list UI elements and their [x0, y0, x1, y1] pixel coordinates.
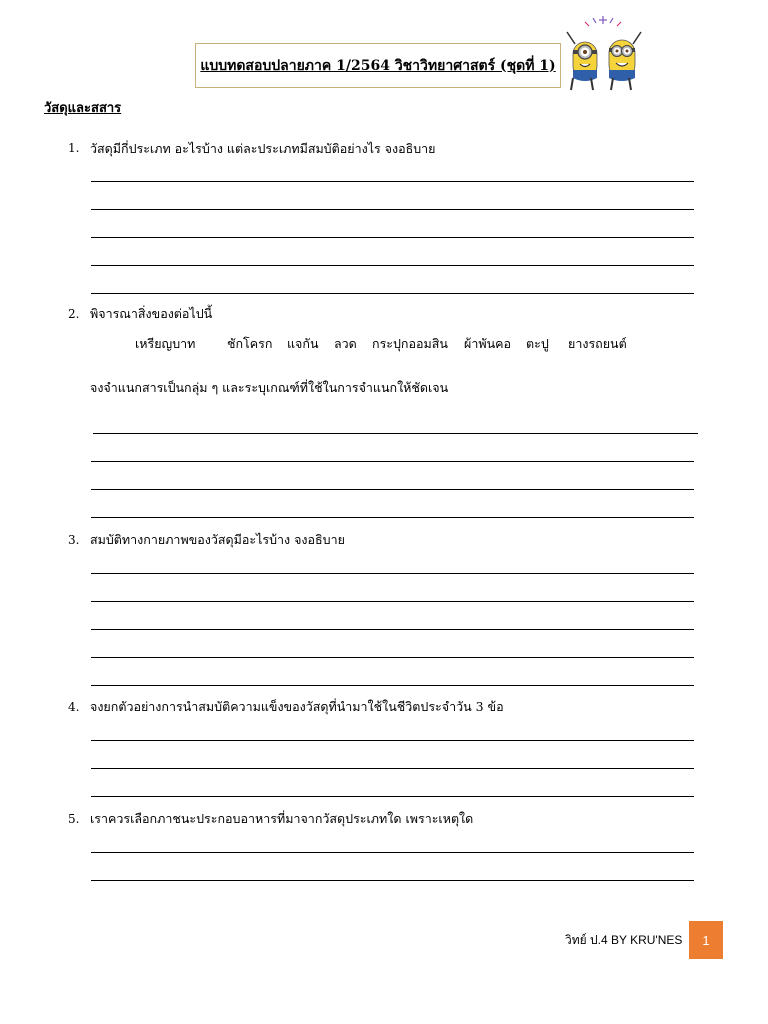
title-box	[195, 43, 561, 88]
item: ตะปู	[526, 336, 549, 351]
page-title: แบบทดสอบปลายภาค 1/2564 วิชาวิทยาศาสตร์ (ชุดที่ 1)	[200, 57, 556, 74]
answer-line[interactable]	[91, 573, 694, 574]
question-3-text: สมบัติทางกายภาพของวัสดุมีอะไรบ้าง จงอธิบาย	[90, 532, 345, 547]
question-4-number: 4.	[68, 700, 80, 714]
question-1-number: 1.	[68, 141, 80, 155]
answer-line[interactable]	[91, 293, 694, 294]
answer-line[interactable]	[91, 796, 694, 797]
answer-line[interactable]	[91, 181, 694, 182]
answer-line[interactable]	[91, 629, 694, 630]
question-2-number: 2.	[68, 307, 80, 321]
question-1-text: วัสดุมีกี่ประเภท อะไรบ้าง แต่ละประเภทมีสมบัติอย่างไร จงอธิบาย	[90, 141, 436, 156]
item: ยางรถยนต์	[568, 336, 627, 351]
question-5-text: เราควรเลือกภาชนะประกอบอาหารที่มาจากวัสดุประเภทใด เพราะเหตุใด	[90, 811, 474, 826]
section-heading: วัสดุและสสาร	[44, 101, 122, 116]
minion-mascots-icon	[563, 14, 645, 94]
item: ชักโครก	[227, 336, 273, 351]
item: ผ้าพันคอ	[464, 336, 511, 351]
item: เหรียญบาท	[135, 336, 196, 351]
answer-line[interactable]	[91, 489, 694, 490]
answer-line[interactable]	[91, 237, 694, 238]
answer-line[interactable]	[91, 740, 694, 741]
answer-line[interactable]	[91, 265, 694, 266]
item: แจกัน	[287, 336, 319, 351]
answer-line[interactable]	[91, 685, 694, 686]
answer-line[interactable]	[91, 852, 694, 853]
item-list	[135, 334, 655, 354]
page-number-badge: 1	[689, 921, 723, 959]
answer-line[interactable]	[91, 880, 694, 881]
question-3-number: 3.	[68, 533, 80, 547]
item: กระปุกออมสิน	[372, 336, 448, 351]
answer-line[interactable]	[91, 517, 694, 518]
answer-line[interactable]	[91, 657, 694, 658]
answer-line[interactable]	[91, 768, 694, 769]
question-2-text: พิจารณาสิ่งของต่อไปนี้	[90, 306, 213, 321]
question-2-instruction: จงจำแนกสารเป็นกลุ่ม ๆ และระบุเกณฑ์ที่ใช้ในการจำแนกให้ชัดเจน	[90, 380, 449, 395]
answer-line[interactable]	[91, 601, 694, 602]
item: ลวด	[334, 336, 357, 351]
question-4-text: จงยกตัวอย่างการนำสมบัติความแข็งของวัสดุที่นำมาใช้ในชีวิตประจำวัน 3 ข้อ	[90, 699, 504, 714]
question-5-number: 5.	[68, 812, 80, 826]
answer-line[interactable]	[91, 209, 694, 210]
answer-line[interactable]	[93, 433, 698, 434]
answer-line[interactable]	[91, 461, 694, 462]
footer-credit: วิทย์ ป.4 BY KRU'NES	[565, 933, 683, 947]
